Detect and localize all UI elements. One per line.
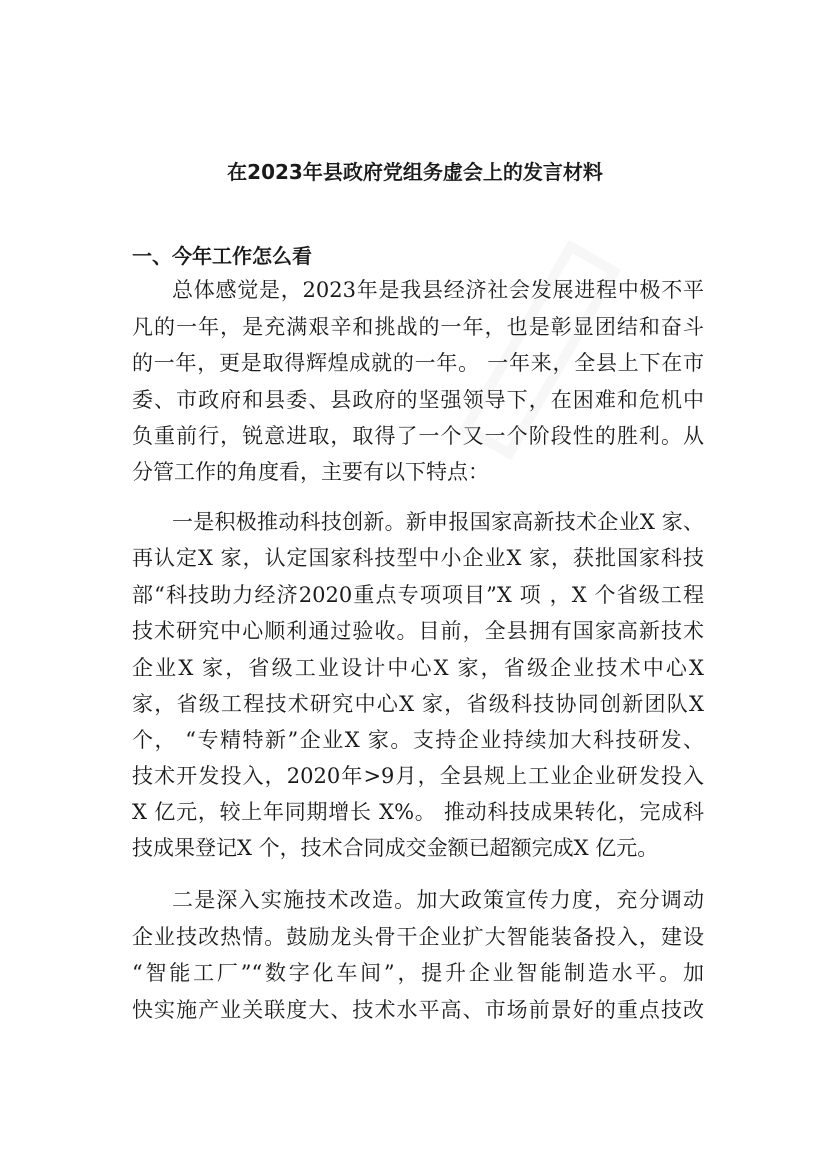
paragraph-line: 总体感觉是，2023年是我县经济社会发展进程中极不平	[172, 278, 704, 302]
paragraph-line: 委、市政府和县委、县政府的坚强领导下，在困难和危机中	[132, 388, 704, 412]
paragraph-line: 的一年，更是取得辉煌成就的一年。 一年来，全县上下在市	[132, 351, 704, 375]
paragraph-line: 技术研究中心顺利通过验收。目前，全县拥有国家高新技术	[132, 619, 704, 643]
paragraph-line: 负重前行，锐意进取，取得了一个又一个阶段性的胜利。从	[132, 424, 704, 448]
paragraph-line: 部“科技助力经济2020重点专项项目”X 项 ，X 个省级工程	[132, 583, 704, 607]
paragraph-line: 技术开发投入，2020年>9月，全县规上工业企业研发投入	[132, 764, 704, 788]
paragraph-line: 快实施产业关联度大、技术水平高、市场前景好的重点技改	[132, 998, 704, 1022]
paragraph-line: 凡的一年，是充满艰辛和挑战的一年，也是彰显团结和奋斗	[132, 315, 704, 339]
paragraph-line: “智能工厂”“数字化车间”，提升企业智能制造水平。加	[132, 961, 704, 985]
paragraph-line: X 亿元，较上年同期增长 X%。 推动科技成果转化，完成科	[132, 800, 704, 824]
paragraph-line: 个， “专精特新”企业X 家。支持企业持续加大科技研发、	[132, 728, 704, 752]
paragraph-line: 二是深入实施技术改造。加大政策宣传力度，充分调动	[172, 888, 704, 912]
paragraph-line: 企业技改热情。鼓励龙头骨干企业扩大智能装备投入，建设	[132, 925, 704, 949]
paragraph-line: 分管工作的角度看，主要有以下特点：	[132, 460, 489, 484]
paragraph-line: 再认定X 家，认定国家科技型中小企业X 家，获批国家科技	[132, 546, 704, 570]
paragraph-line: 一是积极推动科技创新。新申报国家高新技术企业X 家、	[172, 510, 704, 534]
document-title: 在2023年县政府党组务虚会上的发言材料	[227, 160, 603, 184]
paragraph-line: 家，省级工程技术研究中心X 家，省级科技协同创新团队X	[132, 692, 704, 716]
section-heading: 一、今年工作怎么看	[132, 244, 312, 268]
paragraph-line: 技成果登记X 个，技术合同成交金额已超额完成X 亿元。	[132, 836, 659, 860]
paragraph-line: 企业X 家，省级工业设计中心X 家，省级企业技术中心X	[132, 656, 704, 680]
